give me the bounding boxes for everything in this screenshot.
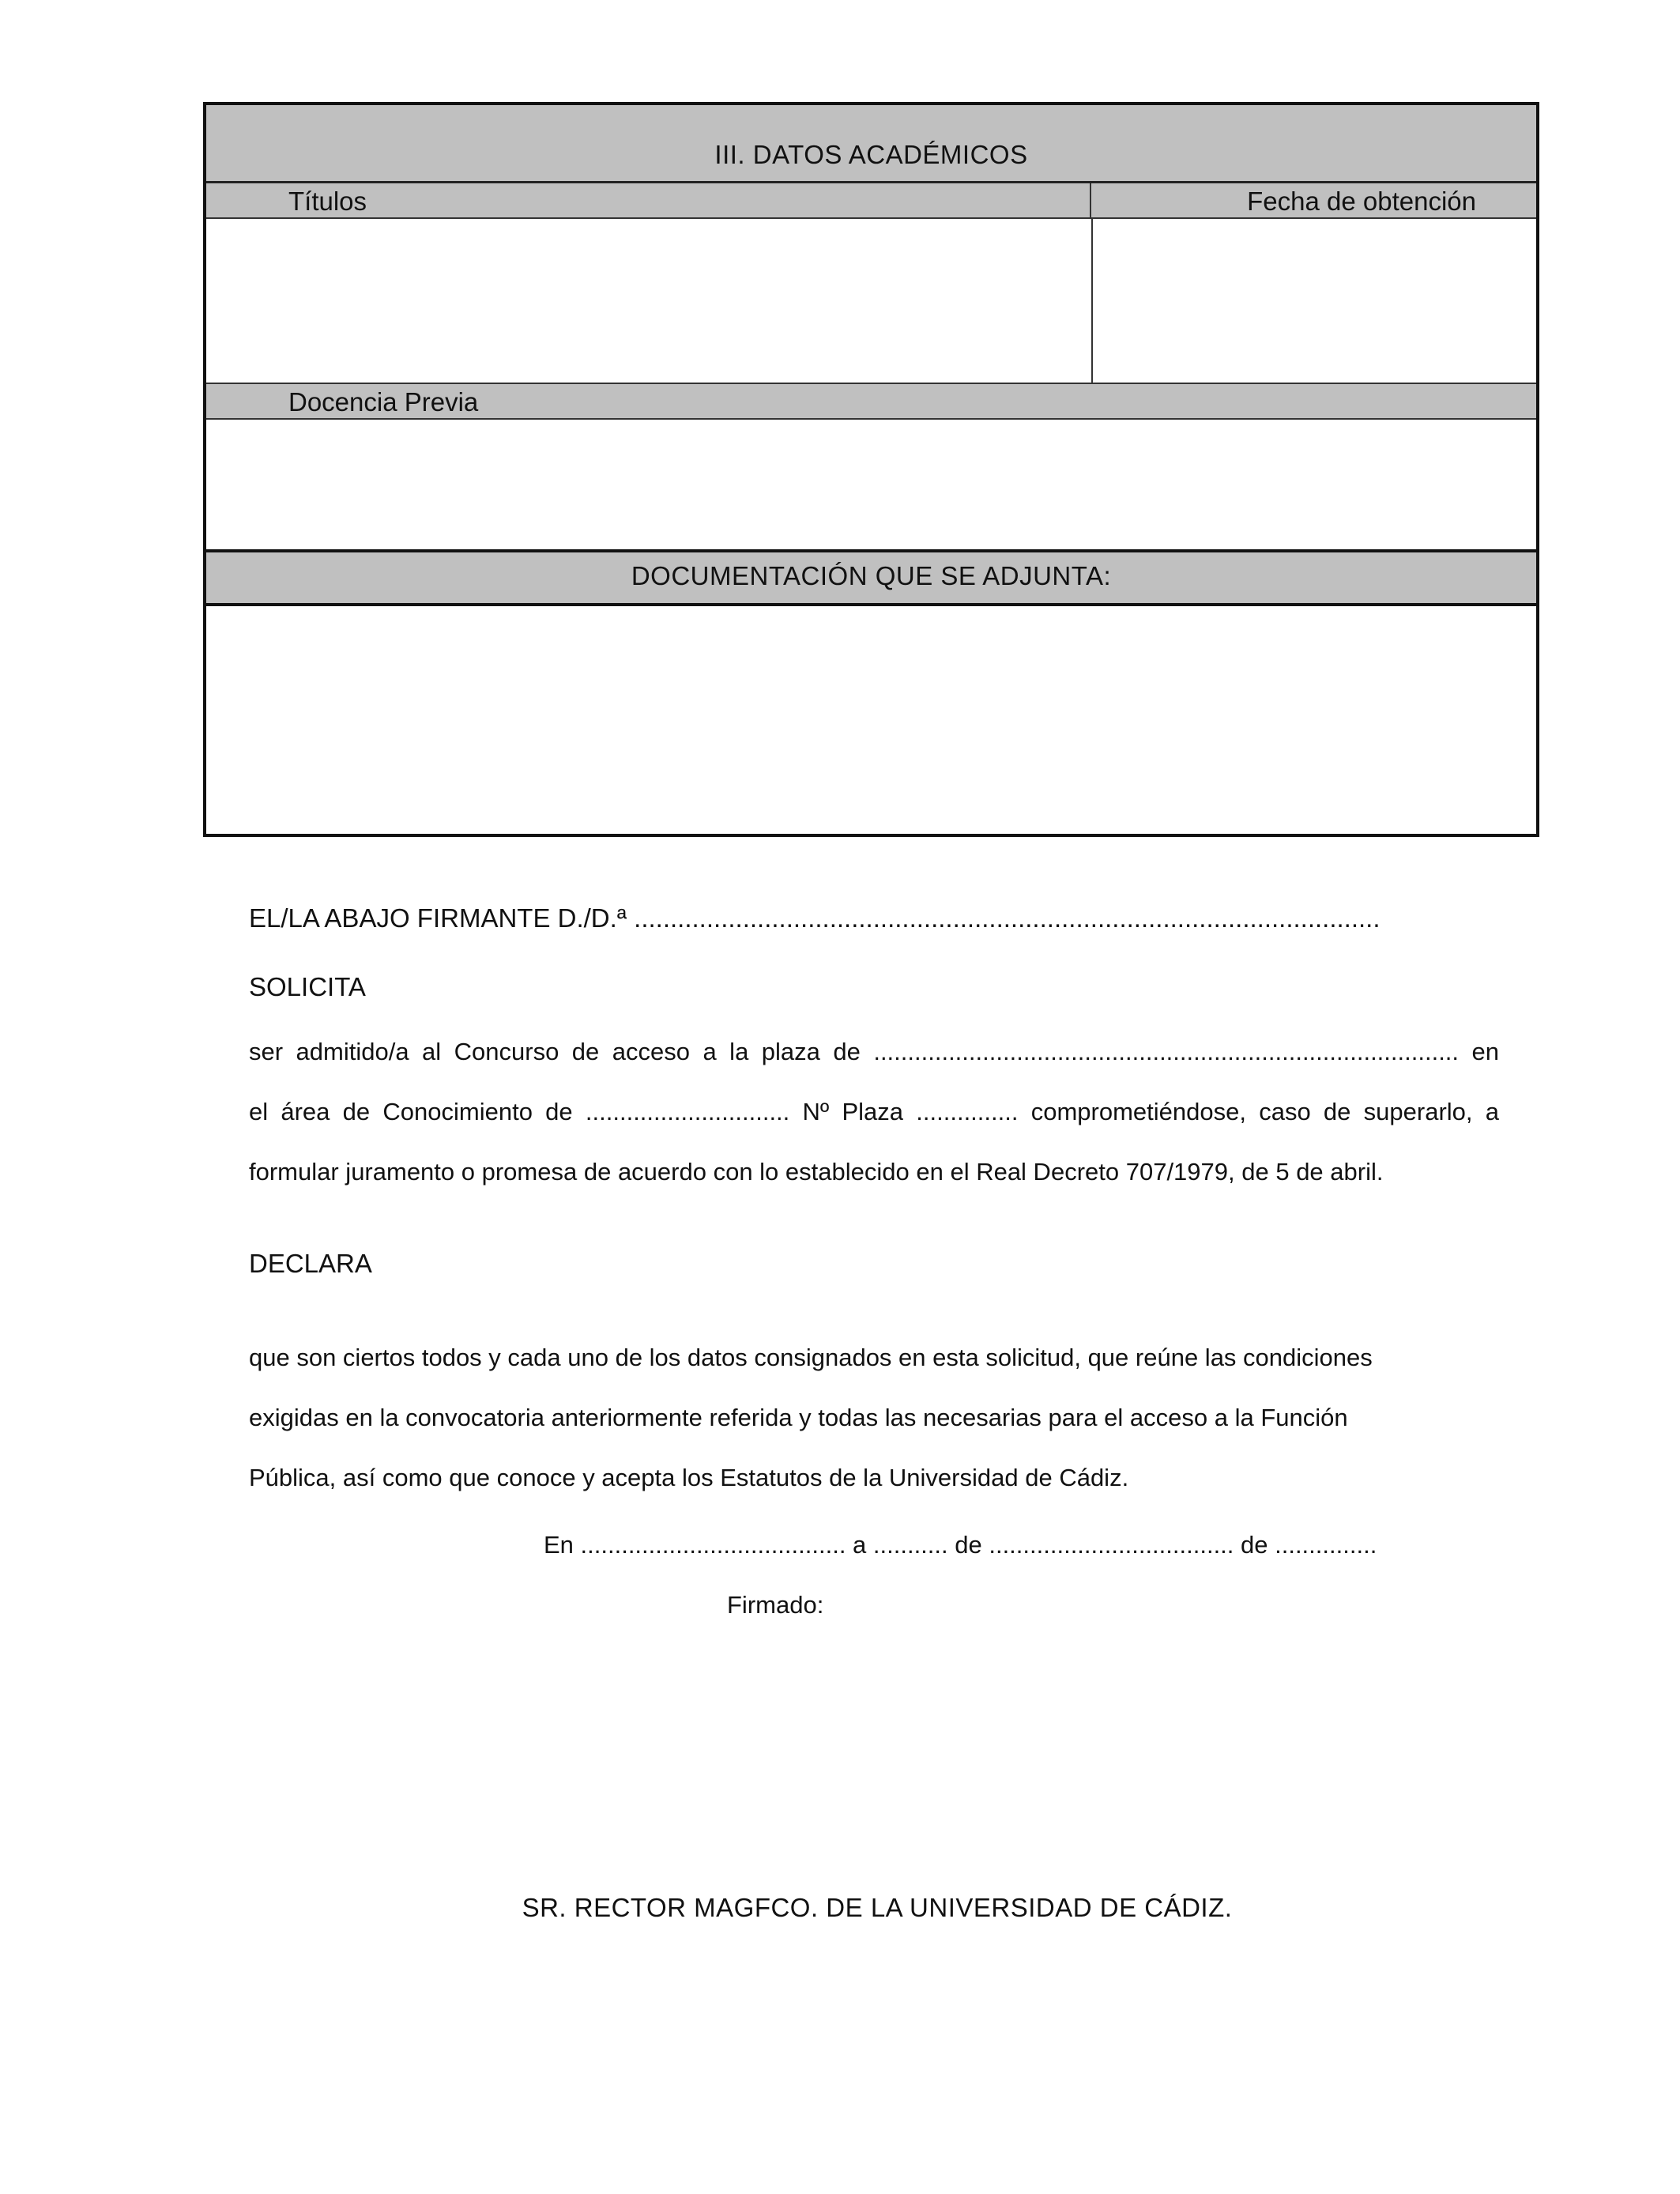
titulos-label: Títulos — [288, 187, 367, 216]
fecha-header — [1091, 183, 1536, 217]
fecha-label: Fecha de obtención — [1247, 187, 1476, 216]
place-date-line: En ....................................... a ........... de .................................... de ............... — [544, 1531, 1377, 1559]
documentacion-field[interactable] — [206, 606, 1536, 834]
solicita-heading: SOLICITA — [249, 972, 366, 1001]
firmante-line: EL/LA ABAJO FIRMANTE D./D.ª ....................................................................................................... — [249, 903, 1381, 933]
solicita-line-2: el área de Conocimiento de .............................. Nº Plaza ............... comprometiéndose, caso de superarlo, a — [249, 1098, 1499, 1125]
firmado-label: Firmado: — [727, 1591, 824, 1619]
titulos-field[interactable] — [206, 219, 1091, 383]
section-title-bar — [206, 105, 1536, 183]
titulos-header-row — [206, 183, 1536, 219]
declara-line-1: que son ciertos todos y cada uno de los datos consignados en esta solicitud, que reúne las condiciones — [249, 1344, 1373, 1371]
documentacion-header — [206, 552, 1536, 606]
solicita-line-1: ser admitido/a al Concurso de acceso a la plaza de ...................................................................................... en — [249, 1038, 1499, 1065]
docencia-label: Docencia Previa — [288, 387, 479, 417]
addressee: SR. RECTOR MAGFCO. DE LA UNIVERSIDAD DE CÁDIZ. — [522, 1893, 1233, 1922]
fecha-field[interactable] — [1093, 219, 1536, 383]
docencia-field[interactable] — [206, 420, 1536, 552]
solicita-line-3: formular juramento o promesa de acuerdo con lo establecido en el Real Decreto 707/1979, de 5 de abril. — [249, 1158, 1384, 1186]
titulos-body-row — [206, 219, 1536, 384]
declara-line-2: exigidas en la convocatoria anteriormente referida y todas las necesarias para el acceso a la Función — [249, 1404, 1348, 1431]
docencia-header — [206, 384, 1536, 420]
declara-heading: DECLARA — [249, 1249, 372, 1278]
section-title: III. DATOS ACADÉMICOS — [714, 140, 1028, 169]
declara-line-3: Pública, así como que conoce y acepta los Estatutos de la Universidad de Cádiz. — [249, 1464, 1129, 1491]
documentacion-label: DOCUMENTACIÓN QUE SE ADJUNTA: — [631, 561, 1112, 590]
titulos-header — [206, 183, 1091, 217]
academic-data-form — [203, 102, 1539, 837]
